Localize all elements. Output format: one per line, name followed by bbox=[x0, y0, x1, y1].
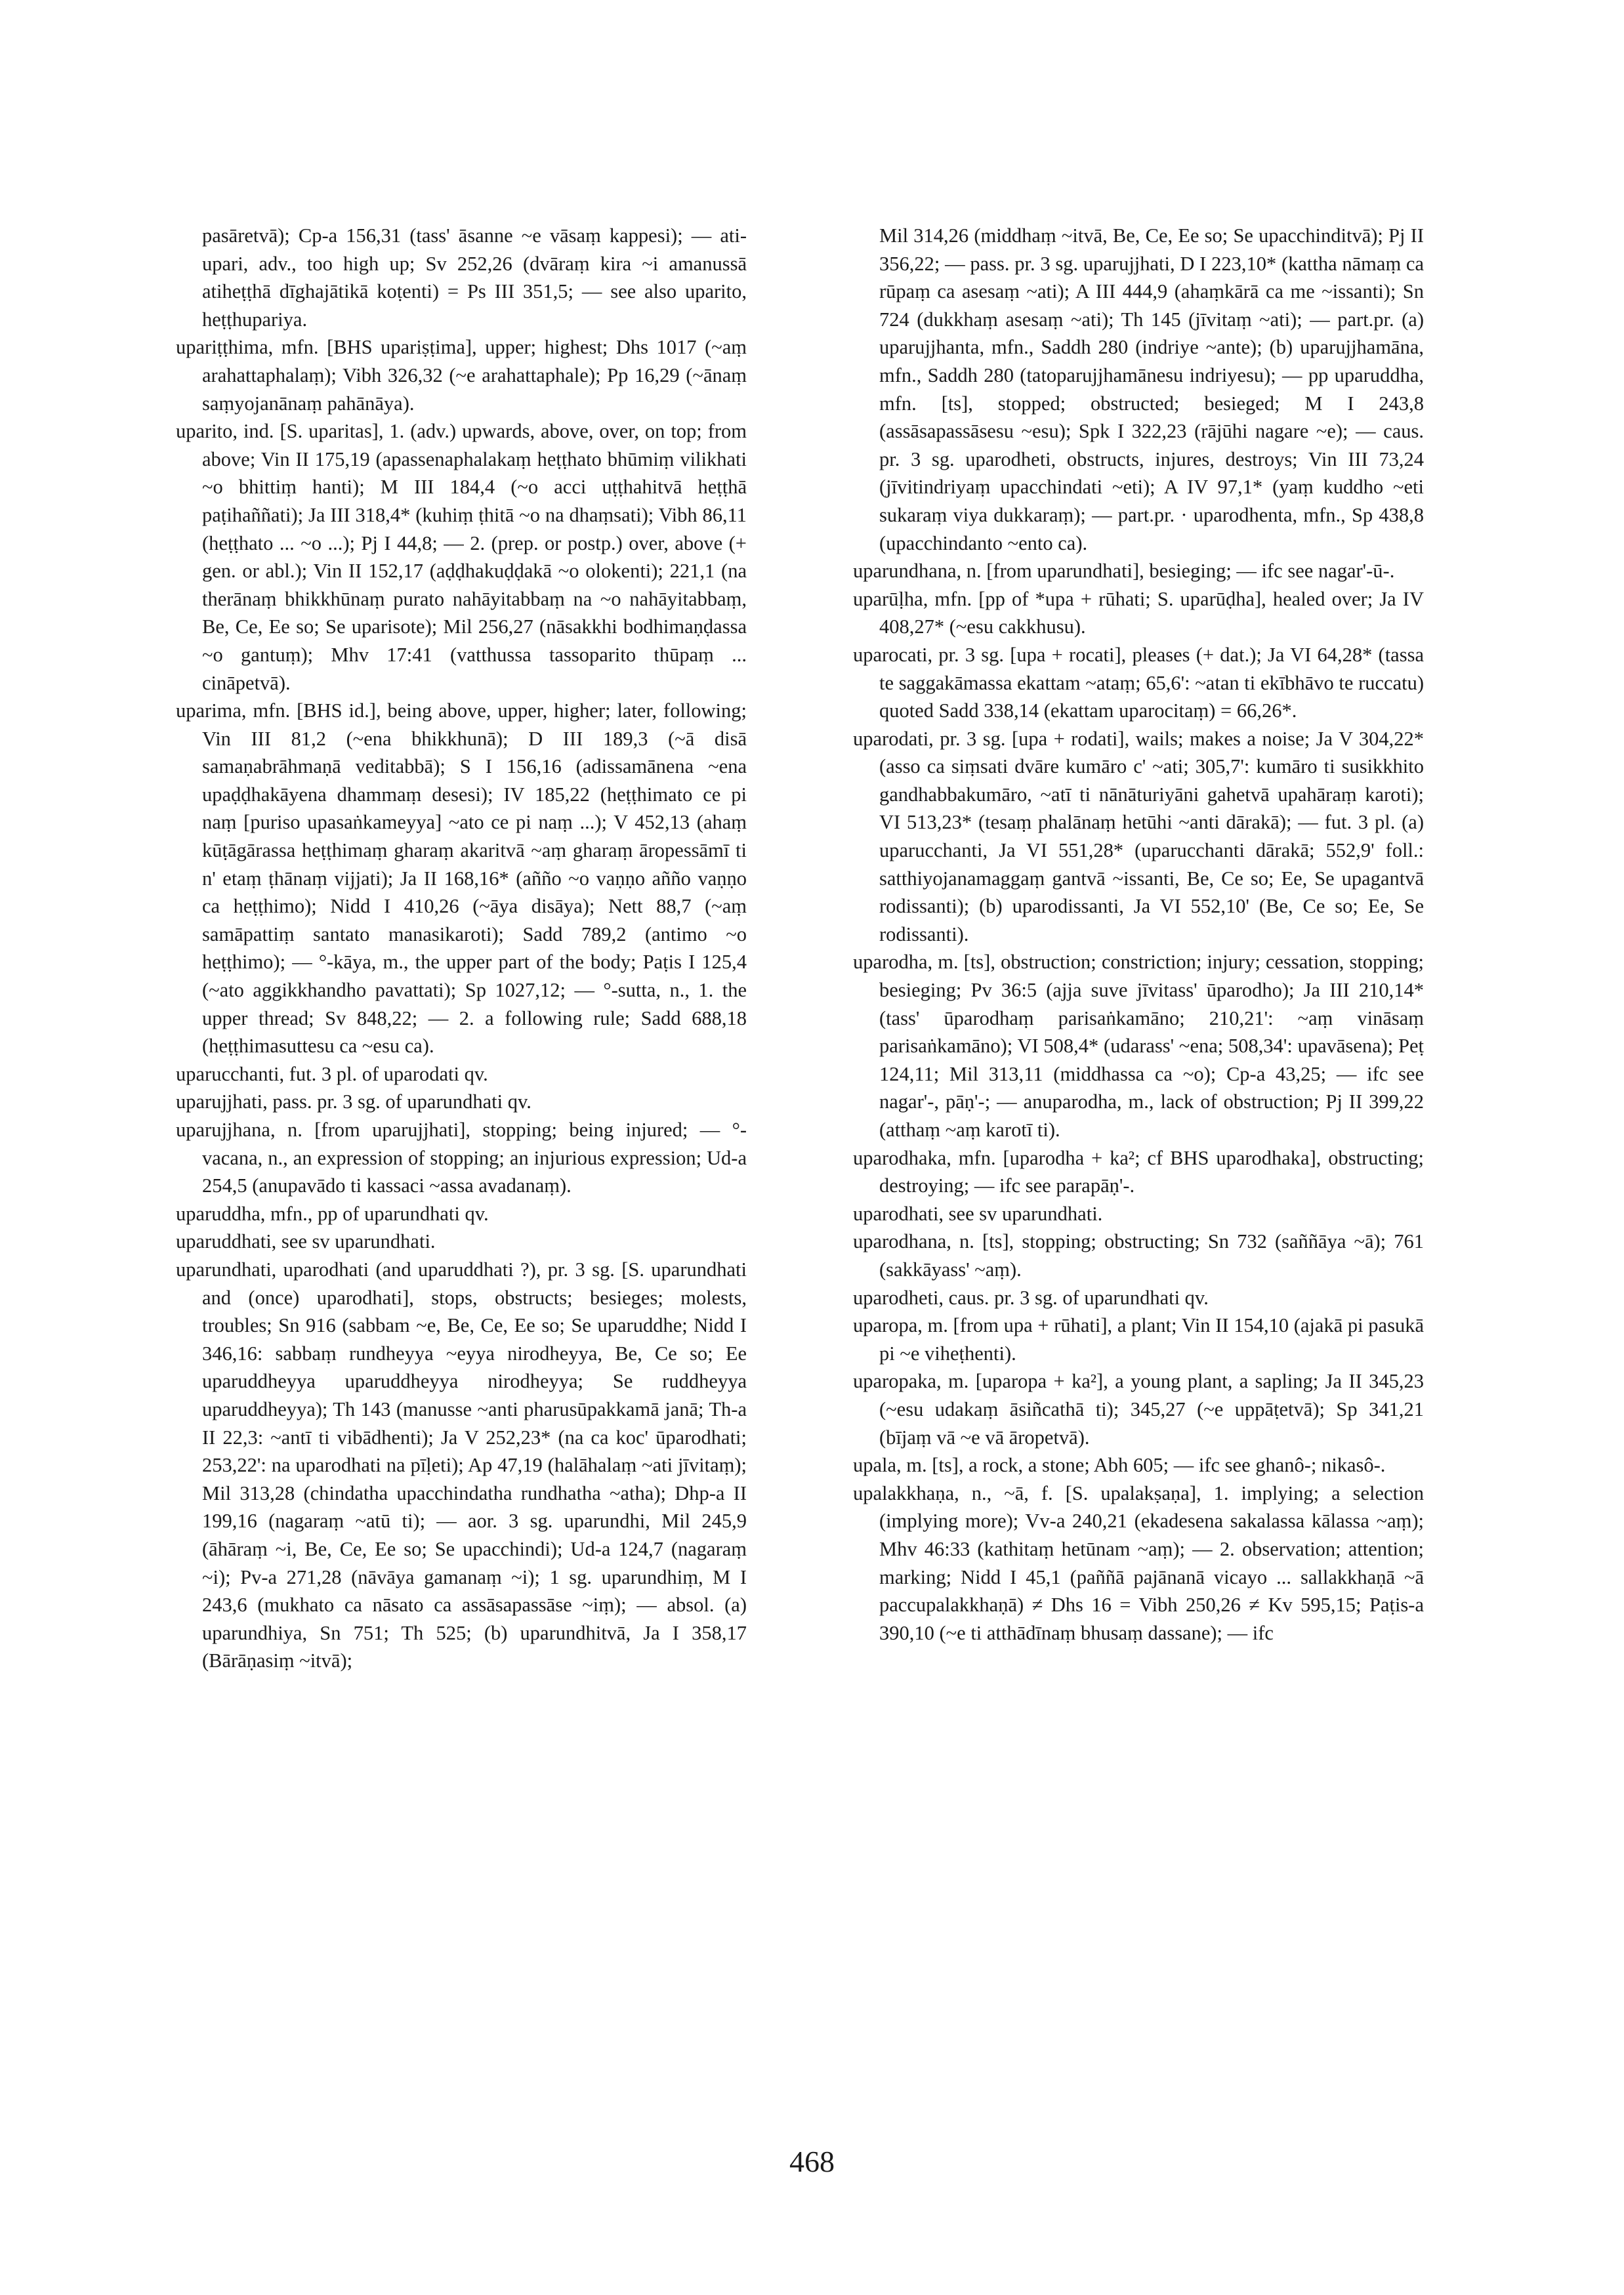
dictionary-entry: uparūḷha, mfn. [pp of *upa + rūhati; S. uparūḍha], healed over; Ja IV 408,27* (~esu cakkhusu). bbox=[853, 587, 1424, 638]
dictionary-entry: uparodhati, see sv uparundhati. bbox=[853, 1202, 1103, 1225]
dictionary-entry: upariṭṭhima, mfn. [BHS upariṣṭima], upper; highest; Dhs 1017 (~aṃ arahattaphalaṃ); Vibh 326,32 (~e arahattaphale); Pp 16,29 (~ānaṃ saṃyojanānaṃ pahānāya). bbox=[176, 336, 747, 415]
dictionary-entry: uparujjhana, n. [from uparujjhati], stopping; being injured; — °-vacana, n., an expression of stopping; an injurious expression; Ud-a 254,5 (anupavādo ti kassaci ~assa avadanaṃ). bbox=[176, 1119, 747, 1197]
page-number: 468 bbox=[789, 2145, 835, 2178]
dictionary-entry: upala, m. [ts], a rock, a stone; Abh 605; — ifc see ghanô-; nikasô-. bbox=[853, 1454, 1386, 1477]
dictionary-entry: pasāretvā); Cp-a 156,31 (tass' āsanne ~e vāsaṃ kappesi); — ati-upari, adv., too high up; Sv 252,26 (dvāraṃ kira ~i amanussā atiheṭṭhā dīghajātikā koṭenti) = Ps III 351,5; — see also uparito, heṭṭhupariya. bbox=[202, 224, 747, 331]
dictionary-entry: uparundhana, n. [from uparundhati], besieging; — ifc see nagar'-ū-. bbox=[853, 560, 1395, 583]
dictionary-entry: uparodhana, n. [ts], stopping; obstructing; Sn 732 (saññāya ~ā); 761 (sakkāyass' ~aṃ). bbox=[853, 1230, 1424, 1281]
dictionary-entry: uparopaka, m. [uparopa + ka²], a young plant, a sapling; Ja II 345,23 (~esu udakaṃ āsiñcathā ti); 345,27 (~e uppāṭetvā); Sp 341,21 (bījaṃ vā ~e vā āropetvā). bbox=[853, 1370, 1424, 1449]
dictionary-entry: uparujjhati, pass. pr. 3 sg. of uparundhati qv. bbox=[176, 1090, 531, 1113]
dictionary-entry: uparucchanti, fut. 3 pl. of uparodati qv. bbox=[176, 1062, 488, 1085]
dictionary-entry: upalakkhaṇa, n., ~ā, f. [S. upalakṣaṇa], 1. implying; a selection (implying more); Vv-a 240,21 (ekadesena sakalassa kālassa ~aṃ); Mhv 46:33 (kathitaṃ hetūnam ~aṃ); — 2. observation; attention; marking; Nidd I 45,1 (paññā pajānanā vicayo ... sallakkhaṇā ~ā paccupalakkhaṇā) ≠ Dhs 16 = Vibh 250,26 ≠ Kv 595,15; Paṭis-a 390,10 (~e ti atthādīnaṃ bhusaṃ dassane); — ifc bbox=[853, 1481, 1424, 1644]
dictionary-entry: uparocati, pr. 3 sg. [upa + rocati], pleases (+ dat.); Ja VI 64,28* (tassa te saggakāmassa ekattam ~ataṃ; 65,6': ~atan ti ekībhāvo te ruccatu) quoted Sadd 338,14 (ekattam uparocitaṃ) = 66,26*. bbox=[853, 643, 1424, 722]
dictionary-entry: Mil 314,26 (middhaṃ ~itvā, Be, Ce, Ee so; Se upacchinditvā); Pj II 356,22; — pass. pr. 3 sg. uparujjhati, D I 223,10* (kattha nāmaṃ ca rūpaṃ ca asesaṃ ~ati); A III 444,9 (ahaṃkārā ca me ~issanti); Sn 724 (dukkhaṃ asesaṃ ~ati); Th 145 (jīvitaṃ ~ati); — part.pr. (a) uparujjhanta, mfn., Saddh 280 (indriye ~ante); (b) uparujjhamāna, mfn., Saddh 280 (tatoparujjhamānesu indriyesu); — pp uparuddha, mfn. [ts], stopped; obstructed; besieged; M I 243,8 (assāsapassāsesu ~esu); Spk I 322,23 (rājūhi nagare ~e); — caus. pr. 3 sg. uparodheti, obstructs, injures, destroys; Vin III 73,24 (jīvitindriyaṃ upacchindati ~eti); A IV 97,1* (yaṃ kuddho ~eti sukaraṃ viya dukkaraṃ); — part.pr. · uparodhenta, mfn., Sp 438,8 (upacchindanto ~ento ca). bbox=[879, 224, 1424, 554]
dictionary-entry: uparodheti, caus. pr. 3 sg. of uparundhati qv. bbox=[853, 1286, 1209, 1309]
dictionary-entry: uparodha, m. [ts], obstruction; constriction; injury; cessation, stopping; besieging; Pv 36:5 (ajja suve jīvitass' ūparodho); Ja III 210,14* (tass' ūparodhaṃ parisaṅkamāno; 210,21': ~aṃ vināsaṃ parisaṅkamāno); VI 508,4* (udarass' ~ena; 508,34': upavāsena); Peṭ 124,11; Mil 313,11 (middhassa ca ~o); Cp-a 43,25; — ifc see nagar'-, pāṇ'-; — anuparodha, m., lack of obstruction; Pj II 399,22 (atthaṃ ~aṃ karotī ti). bbox=[853, 951, 1424, 1141]
dictionary-entry: uparuddha, mfn., pp of uparundhati qv. bbox=[176, 1202, 489, 1225]
dictionary-entry: uparima, mfn. [BHS id.], being above, upper, higher; later, following; Vin III 81,2 (~ena bhikkhunā); D III 189,3 (~ā disā samaṇabrāhmaṇā veditabbā); S I 156,16 (adissamānena ~ena upaḍḍhakāyena dhammaṃ desesi); IV 185,22 (heṭṭhimato ce pi naṃ [puriso upasaṅkameyya] ~ato ce pi naṃ ...); V 452,13 (ahaṃ kūṭāgārassa heṭṭhimaṃ gharaṃ akaritvā ~aṃ gharaṃ āropessāmī ti n' etaṃ ṭhānaṃ vijjati); Ja II 168,16* (añño ~o vaṇṇo añño vaṇṇo ca heṭṭhimo); Nidd I 410,26 (~āya disāya); Nett 88,7 (~aṃ samāpattiṃ santato manasikaroti); Sadd 789,2 (antimo ~o heṭṭhimo); — °-kāya, m., the upper part of the body; Paṭis I 125,4 (~ato aggikkhandho pavattati); Sp 1027,12; — °-sutta, n., 1. the upper thread; Sv 848,22; — 2. a following rule; Sadd 688,18 (heṭṭhimasuttesu ca ~esu ca). bbox=[176, 699, 747, 1058]
right-column bbox=[853, 222, 1424, 1647]
dictionary-entry: uparuddhati, see sv uparundhati. bbox=[176, 1230, 436, 1253]
left-column bbox=[176, 222, 747, 1675]
dictionary-entry: uparodhaka, mfn. [uparodha + ka²; cf BHS uparodhaka], obstructing; destroying; — ifc see parapāṇ'-. bbox=[853, 1146, 1424, 1197]
dictionary-entry: uparodati, pr. 3 sg. [upa + rodati], wails; makes a noise; Ja V 304,22* (asso ca siṃsati dvāre kumāro c' ~ati; 305,7': kumāro ti susikkhito gandhabbakumāro, ~atī ti nānāturiyāni gahetvā upahāraṃ karoti); VI 513,23* (tesaṃ phalānaṃ hetūhi ~anti dārakā); — fut. 3 pl. (a) uparucchanti, Ja VI 551,28* (uparucchanti dārakā; 552,9' foll.: satthiyojanamaggaṃ gantvā ~issanti, Be, Ce so; Ee, Se upagantvā rodissanti); (b) uparodissanti, Ja VI 552,10' (Be, Ce so; Ee, Se rodissanti). bbox=[853, 727, 1424, 945]
dictionary-entry: uparundhati, uparodhati (and uparuddhati ?), pr. 3 sg. [S. uparundhati and (once) uparodhati], stops, obstructs; besieges; molests, troubles; Sn 916 (sabbam ~e, Be, Ce, Ee so; Se uparuddhe; Nidd I 346,16: sabbaṃ rundheyya ~eyya nirodheyya, Be, Ce so; Ee uparuddheyya uparuddheyya nirodheyya; Se ruddheyya uparuddheyya); Th 143 (manusse ~anti pharusūpakkamā janā; Th-a II 22,3: ~antī ti vibādhenti); Ja V 252,23* (na ca koc' ūparodhati; 253,22': na uparodhati na pīḷeti); Ap 47,19 (halāhalaṃ ~ati jīvitaṃ); Mil 313,28 (chindatha upacchindatha rundhatha ~atha); Dhp-a II 199,16 (nagaraṃ ~atū ti); — aor. 3 sg. uparundhi, Mil 245,9 (āhāraṃ ~i, Be, Ce, Ee so; Se upacchindi); Ud-a 124,7 (nagaraṃ ~i); Pv-a 271,28 (nāvāya gamanaṃ ~i); 1 sg. uparundhiṃ, M I 243,6 (mukhato ca nāsato ca assāsapassāse ~iṃ); — absol. (a) uparundhiya, Sn 751; Th 525; (b) uparundhitvā, Ja I 358,17 (Bārāṇasiṃ ~itvā); bbox=[176, 1258, 747, 1672]
dictionary-entry: uparito, ind. [S. uparitas], 1. (adv.) upwards, above, over, on top; from above; Vin II 175,19 (apassenaphalakaṃ heṭṭhato bhūmiṃ vilikhati ~o bhittiṃ hanti); M III 184,4 (~o acci uṭṭhahitvā heṭṭhā paṭihaññati); Ja III 318,4* (kuhiṃ ṭhitā ~o na dhaṃsati); Vibh 86,11 (heṭṭhato ... ~o ...); Pj I 44,8; — 2. (prep. or postp.) over, above (+ gen. or abl.); Vin II 152,17 (aḍḍhakuḍḍakā ~o olokenti); 221,1 (na therānaṃ bhikkhūnaṃ purato nahāyitabbaṃ na ~o nahāyitabbaṃ, Be, Ce, Ee so; Se uparisote); Mil 256,27 (nāsakkhi bodhimaṇḍassa ~o gantuṃ); Mhv 17:41 (vatthussa tassoparito thūpaṃ ... cināpetvā). bbox=[176, 420, 747, 694]
dictionary-entry: uparopa, m. [from upa + rūhati], a plant; Vin II 154,10 (ajakā pi pasukā pi ~e viheṭhenti). bbox=[853, 1314, 1424, 1365]
